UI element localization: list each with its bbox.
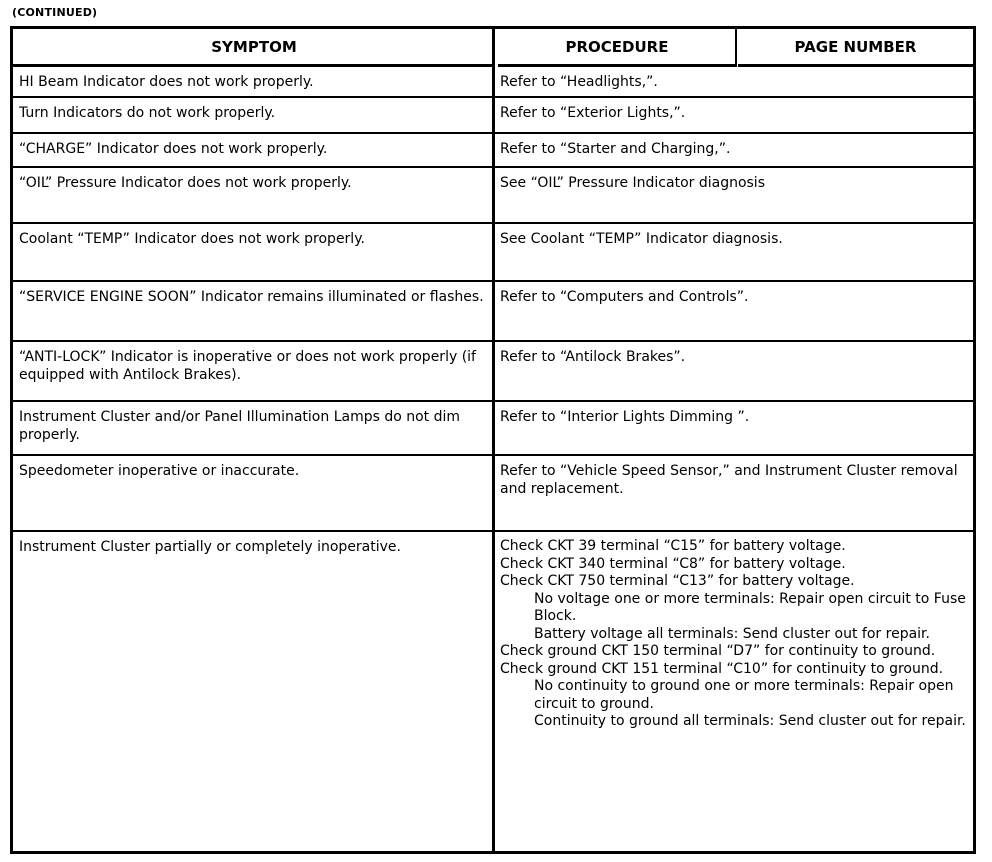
- procedure-cell: Refer to “Computers and Controls”.: [500, 289, 749, 305]
- table-row: [13, 282, 973, 342]
- diagnosis-table: [10, 26, 976, 854]
- table-row: [13, 134, 973, 168]
- procedure-cell: See “OIL” Pressure Indicator diagnosis: [500, 175, 765, 191]
- table-row: [13, 456, 973, 532]
- table-row: [13, 342, 973, 402]
- table-row: [13, 224, 973, 282]
- symptom-cell: Coolant “TEMP” Indicator does not work properly.: [19, 231, 365, 247]
- symptom-cell: “CHARGE” Indicator does not work properly.: [19, 141, 328, 157]
- header-symptom: SYMPTOM: [13, 29, 495, 67]
- symptom-cell: Instrument Cluster and/or Panel Illumination Lamps do not dim properly.: [19, 409, 461, 443]
- symptom-cell: HI Beam Indicator does not work properly.: [19, 74, 314, 90]
- symptom-cell: Instrument Cluster partially or completely inoperative.: [19, 539, 401, 555]
- table-row: [13, 67, 973, 98]
- header-procedure: PROCEDURE: [498, 29, 736, 67]
- symptom-cell: Turn Indicators do not work properly.: [19, 105, 276, 121]
- procedure-cell: Refer to “Exterior Lights,”.: [500, 105, 686, 121]
- table-row: [13, 168, 973, 224]
- procedure-cell: Check CKT 39 terminal “C15” for battery voltage. Check CKT 340 terminal “C8” for battery voltage. Check CKT 750 terminal “C13” for battery voltage. No voltage one or more terminals: Repair open circuit to Fuse Block. Battery voltage all terminals: Send cluster out for repair. Check ground CKT 150 terminal “D7” for continuity to ground. Check ground CKT 151 terminal “C10” for continuity to ground. No continuity to ground one or more terminals: Repair open circuit to ground. Continuity to ground all terminals: Send cluster out for repair.: [500, 538, 966, 729]
- table-row: [13, 532, 973, 851]
- table-row: [13, 98, 973, 134]
- symptom-cell: “SERVICE ENGINE SOON” Indicator remains illuminated or flashes.: [19, 289, 484, 305]
- symptom-cell: “OIL” Pressure Indicator does not work properly.: [19, 175, 352, 191]
- procedure-cell: Refer to “Headlights,”.: [500, 74, 658, 90]
- header-page-number: PAGE NUMBER: [738, 29, 973, 67]
- symptom-cell: “ANTI-LOCK” Indicator is inoperative or does not work properly (if equipped with Antilock Brakes).: [19, 349, 476, 383]
- procedure-cell: See Coolant “TEMP” Indicator diagnosis.: [500, 231, 783, 247]
- continued-label: (CONTINUED): [12, 6, 98, 19]
- symptom-cell: Speedometer inoperative or inaccurate.: [19, 463, 300, 479]
- table-row: [13, 402, 973, 456]
- procedure-cell: Refer to “Vehicle Speed Sensor,” and Instrument Cluster removal and replacement.: [500, 463, 958, 497]
- procedure-cell: Refer to “Starter and Charging,”.: [500, 141, 731, 157]
- procedure-cell: Refer to “Interior Lights Dimming ”.: [500, 409, 750, 425]
- header-divider: [735, 29, 737, 67]
- procedure-cell: Refer to “Antilock Brakes”.: [500, 349, 686, 365]
